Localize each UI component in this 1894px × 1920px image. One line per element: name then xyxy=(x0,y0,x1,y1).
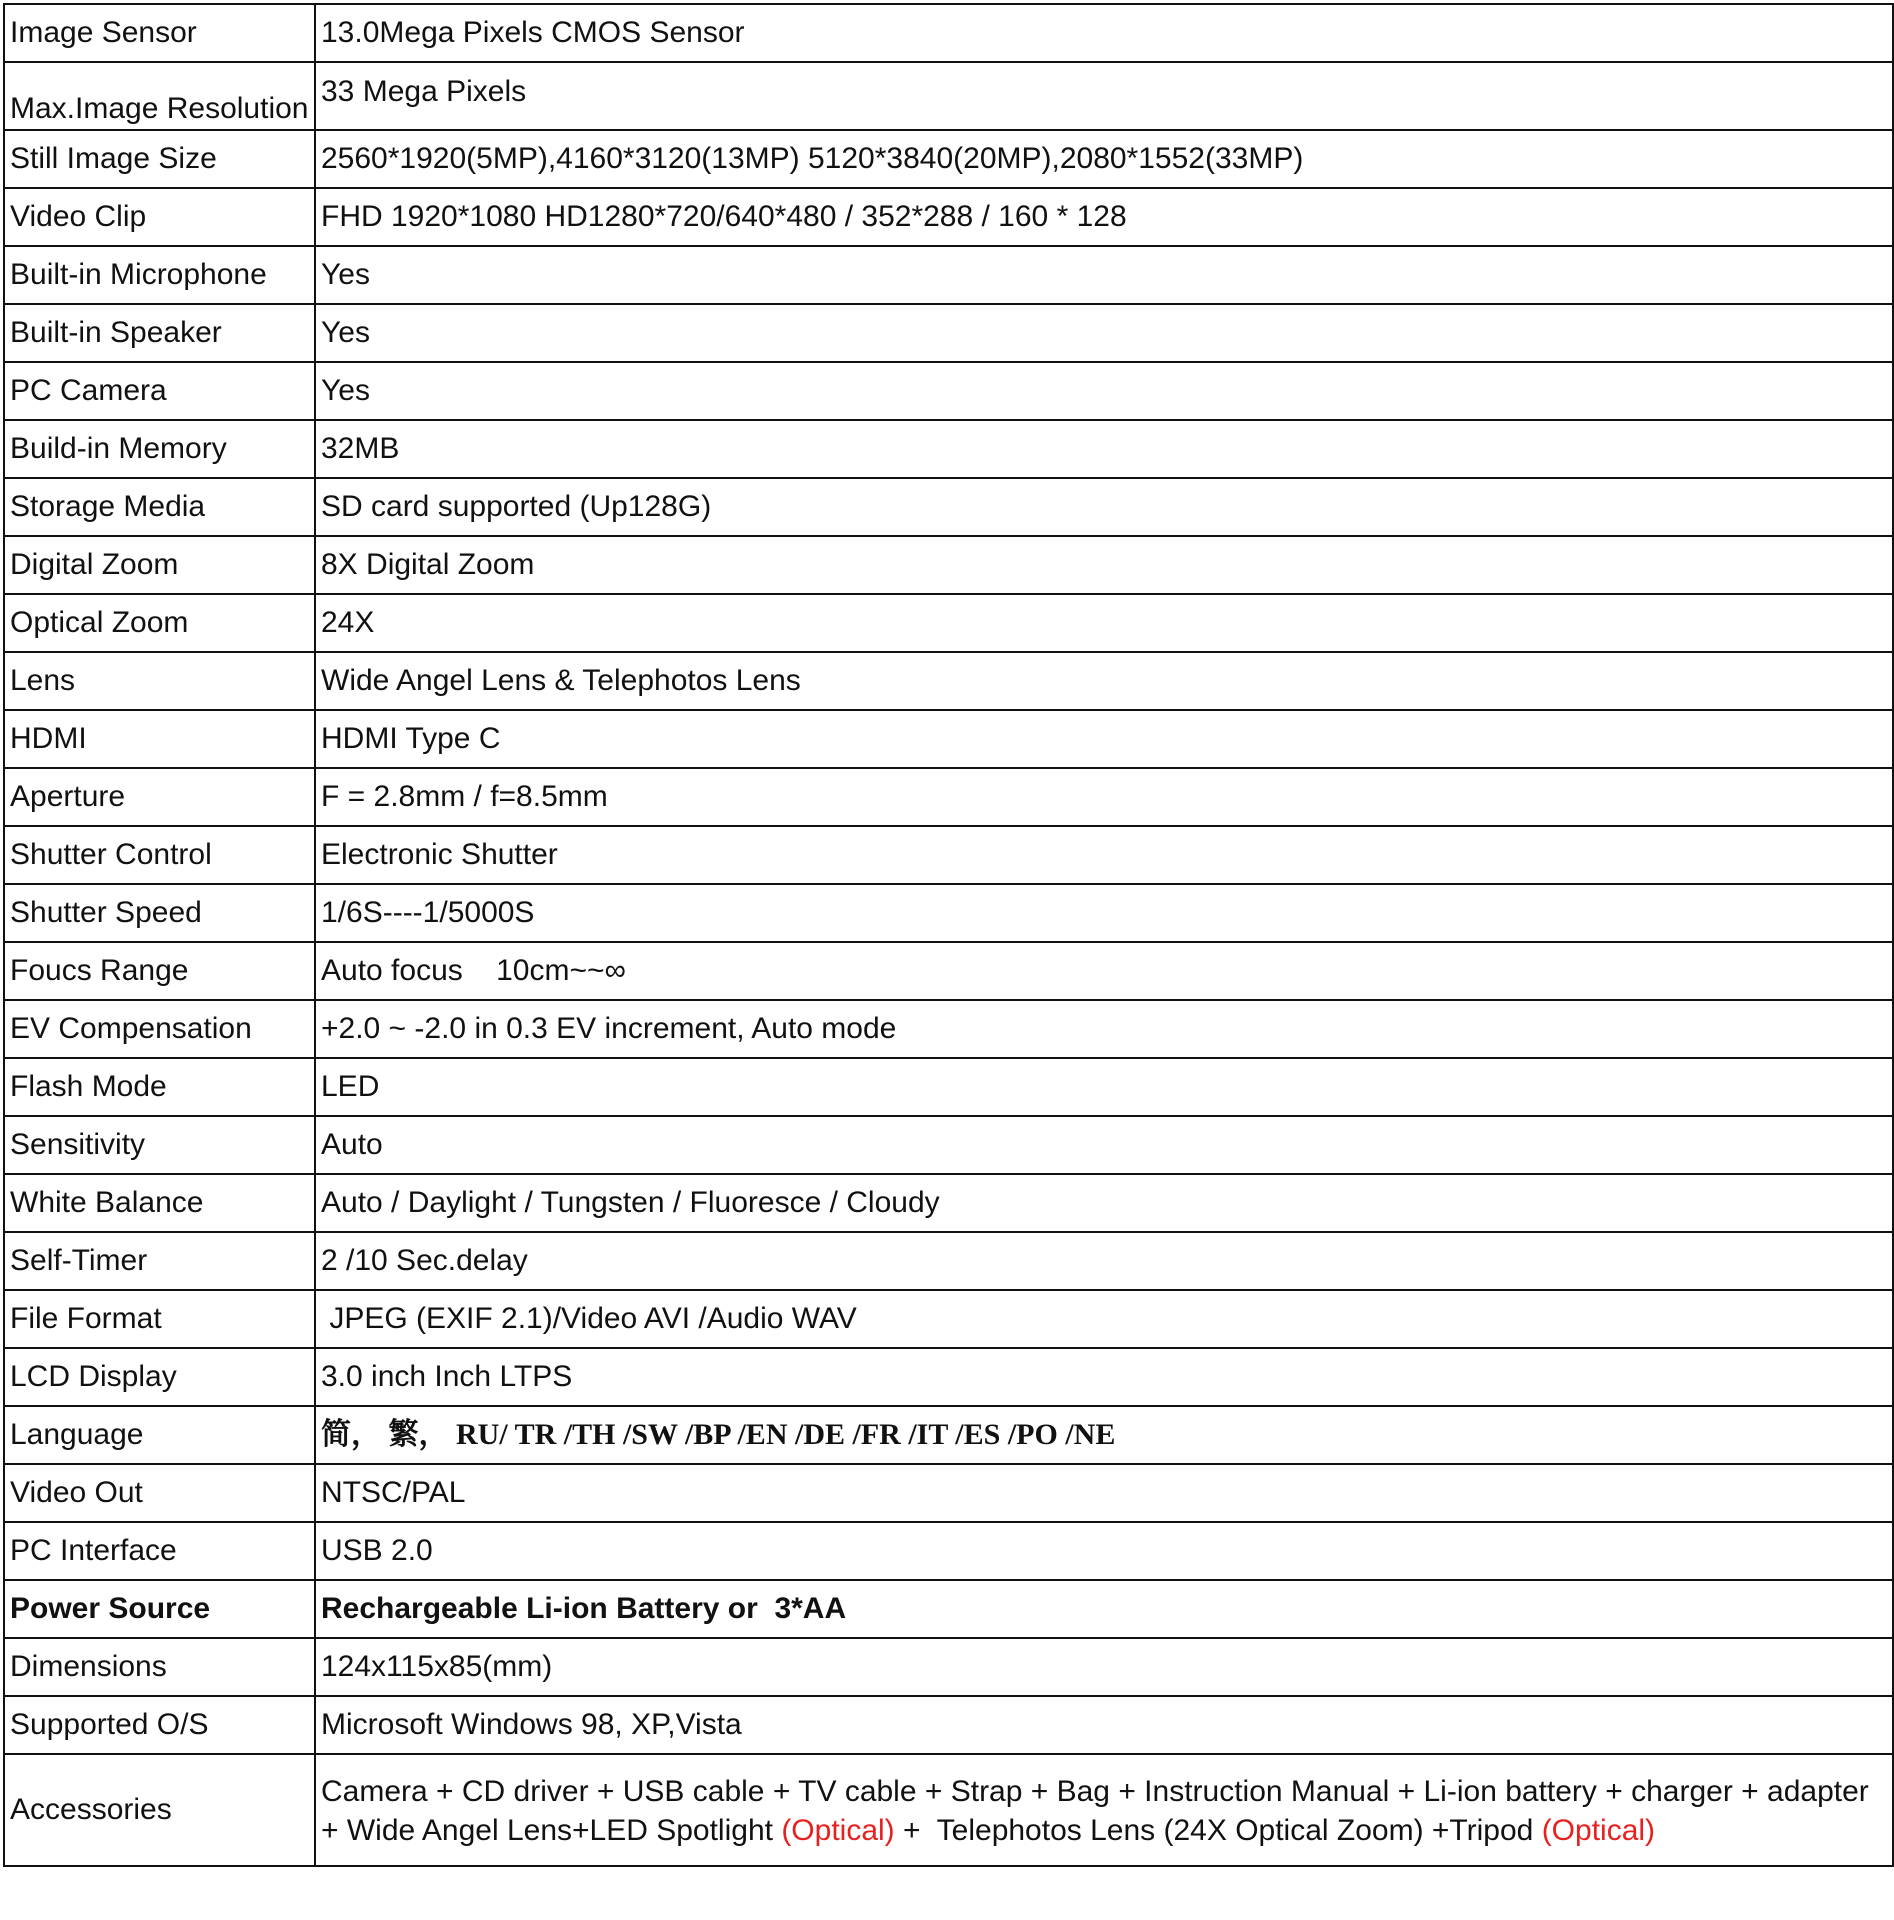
spec-row xyxy=(4,942,1893,1000)
spec-row xyxy=(4,1290,1893,1348)
spec-label: Still Image Size xyxy=(4,130,315,188)
spec-row xyxy=(4,304,1893,362)
spec-row xyxy=(4,1464,1893,1522)
spec-label: Video Clip xyxy=(4,188,315,246)
spec-row xyxy=(4,1580,1893,1638)
spec-row xyxy=(4,1696,1893,1754)
spec-value: Auto / Daylight / Tungsten / Fluoresce / Cloudy xyxy=(315,1174,1893,1232)
spec-value: Yes xyxy=(315,362,1893,420)
spec-row xyxy=(4,1174,1893,1232)
accessories-text: Camera + CD driver + USB cable + TV cable + Strap + Bag + Instruction Manual + Li-ion battery + charger + adapter + Wide Angel Lens+LED Spotlight xyxy=(321,1775,1878,1847)
spec-label: Optical Zoom xyxy=(4,594,315,652)
optical-note: (Optical) xyxy=(1541,1814,1656,1847)
spec-row xyxy=(4,1754,1893,1866)
spec-row xyxy=(4,652,1893,710)
spec-value: LED xyxy=(315,1058,1893,1116)
spec-value: Yes xyxy=(315,246,1893,304)
spec-value: 13.0Mega Pixels CMOS Sensor xyxy=(315,4,1893,62)
spec-value xyxy=(315,1754,1893,1866)
spec-value: Wide Angel Lens & Telephotos Lens xyxy=(315,652,1893,710)
spec-value: 简， 繁， RU/ TR /TH /SW /BP /EN /DE /FR /IT /ES /PO /NE xyxy=(315,1406,1893,1464)
spec-label: EV Compensation xyxy=(4,1000,315,1058)
spec-row xyxy=(4,594,1893,652)
spec-row xyxy=(4,768,1893,826)
spec-row xyxy=(4,826,1893,884)
spec-label: Built-in Microphone xyxy=(4,246,315,304)
spec-row xyxy=(4,478,1893,536)
spec-value: 33 Mega Pixels xyxy=(315,62,1893,130)
spec-table xyxy=(3,3,1894,1867)
spec-value: Electronic Shutter xyxy=(315,826,1893,884)
optical-note: (Optical) xyxy=(781,1814,895,1847)
spec-value: Auto xyxy=(315,1116,1893,1174)
spec-value: SD card supported (Up128G) xyxy=(315,478,1893,536)
spec-value: FHD 1920*1080 HD1280*720/640*480 / 352*288 / 160 * 128 xyxy=(315,188,1893,246)
spec-label: Foucs Range xyxy=(4,942,315,1000)
spec-value: 2 /10 Sec.delay xyxy=(315,1232,1893,1290)
spec-label: Max.Image Resolution xyxy=(4,62,315,130)
spec-value: F = 2.8mm / f=8.5mm xyxy=(315,768,1893,826)
spec-label: Image Sensor xyxy=(4,4,315,62)
spec-row xyxy=(4,62,1893,130)
spec-label: Language xyxy=(4,1406,315,1464)
spec-value: Yes xyxy=(315,304,1893,362)
spec-row xyxy=(4,1058,1893,1116)
spec-label: Lens xyxy=(4,652,315,710)
spec-row xyxy=(4,188,1893,246)
spec-row xyxy=(4,536,1893,594)
spec-label: Supported O/S xyxy=(4,1696,315,1754)
spec-row xyxy=(4,246,1893,304)
spec-value: 1/6S----1/5000S xyxy=(315,884,1893,942)
spec-value: HDMI Type C xyxy=(315,710,1893,768)
spec-row xyxy=(4,1116,1893,1174)
spec-label: Sensitivity xyxy=(4,1116,315,1174)
spec-row xyxy=(4,1522,1893,1580)
spec-label: HDMI xyxy=(4,710,315,768)
spec-label: Built-in Speaker xyxy=(4,304,315,362)
spec-value: 24X xyxy=(315,594,1893,652)
spec-row xyxy=(4,420,1893,478)
spec-value: Rechargeable Li-ion Battery or 3*AA xyxy=(315,1580,1893,1638)
spec-value: 2560*1920(5MP),4160*3120(13MP) 5120*3840(20MP),2080*1552(33MP) xyxy=(315,130,1893,188)
spec-row xyxy=(4,1406,1893,1464)
spec-label: PC Interface xyxy=(4,1522,315,1580)
spec-row xyxy=(4,130,1893,188)
spec-value: 3.0 inch Inch LTPS xyxy=(315,1348,1893,1406)
spec-label: Flash Mode xyxy=(4,1058,315,1116)
spec-row xyxy=(4,4,1893,62)
spec-value: 8X Digital Zoom xyxy=(315,536,1893,594)
spec-label: Power Source xyxy=(4,1580,315,1638)
spec-label: LCD Display xyxy=(4,1348,315,1406)
spec-label: Digital Zoom xyxy=(4,536,315,594)
spec-label: Dimensions xyxy=(4,1638,315,1696)
spec-label: Build-in Memory xyxy=(4,420,315,478)
spec-value: 32MB xyxy=(315,420,1893,478)
spec-row xyxy=(4,1348,1893,1406)
spec-label: Storage Media xyxy=(4,478,315,536)
spec-row xyxy=(4,884,1893,942)
spec-row xyxy=(4,1638,1893,1696)
spec-value: NTSC/PAL xyxy=(315,1464,1893,1522)
spec-row xyxy=(4,362,1893,420)
spec-label: File Format xyxy=(4,1290,315,1348)
spec-label: Self-Timer xyxy=(4,1232,315,1290)
spec-label: Shutter Speed xyxy=(4,884,315,942)
spec-row xyxy=(4,710,1893,768)
spec-label: Video Out xyxy=(4,1464,315,1522)
spec-value: USB 2.0 xyxy=(315,1522,1893,1580)
spec-value: +2.0 ~ -2.0 in 0.3 EV increment, Auto mode xyxy=(315,1000,1893,1058)
spec-row xyxy=(4,1000,1893,1058)
spec-label: Shutter Control xyxy=(4,826,315,884)
spec-value: JPEG (EXIF 2.1)/Video AVI /Audio WAV xyxy=(315,1290,1893,1348)
spec-label: White Balance xyxy=(4,1174,315,1232)
accessories-text: + Telephotos Lens (24X Optical Zoom) +Tripod xyxy=(894,1814,1542,1847)
spec-label: PC Camera xyxy=(4,362,315,420)
spec-value: Auto focus 10cm~~∞ xyxy=(315,942,1893,1000)
spec-value: 124x115x85(mm) xyxy=(315,1638,1893,1696)
spec-label: Aperture xyxy=(4,768,315,826)
spec-label: Accessories xyxy=(4,1754,315,1866)
spec-row xyxy=(4,1232,1893,1290)
spec-value: Microsoft Windows 98, XP,Vista xyxy=(315,1696,1893,1754)
